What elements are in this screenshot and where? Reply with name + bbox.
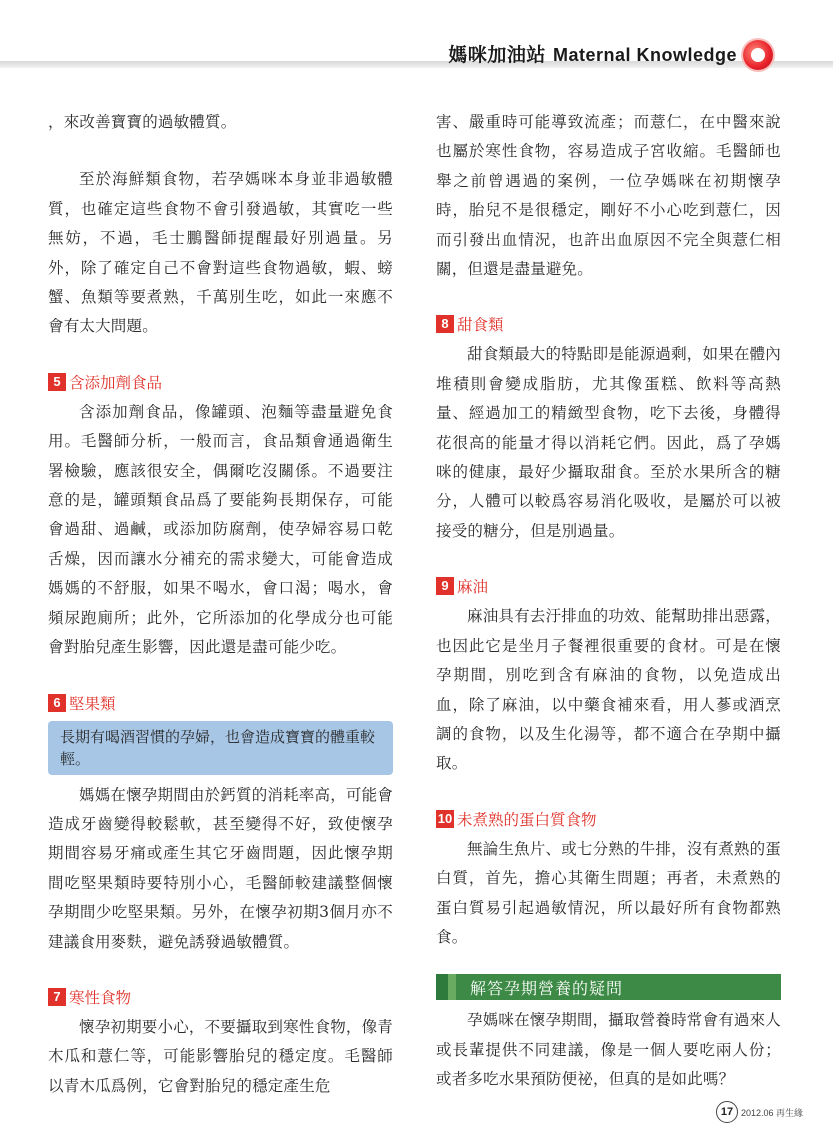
page-number: 17 xyxy=(716,1101,738,1123)
callout-box: 長期有喝酒習慣的孕婦，也會造成寶寶的體重較輕。 xyxy=(48,721,393,775)
paragraph: 孕媽咪在懷孕期間，攝取營養時常會有過來人或長輩提供不同建議，像是一個人要吃兩人份；或者多吃水果預防便祕，但真的是如此嗎？ xyxy=(436,1011,782,1089)
section-title: 含添加劑食品 xyxy=(69,373,163,392)
section-heading-7 xyxy=(48,985,393,1009)
section-heading-9 xyxy=(436,574,781,598)
section-banner: 解答孕期營養的疑問 xyxy=(436,974,781,1000)
paragraph: 含添加劑食品，像罐頭、泡麵等盡量避免食用。毛醫師分析，一般而言，食品類會通過衛生署檢驗，應該很安全，偶爾吃沒關係。不過要注意的是，罐頭類食品爲了要能夠長期保存，可能會過甜、過鹹，或添加防腐劑，使孕婦容易口乾舌燥，因而讓水分補充的需求變大，可能會造成媽媽的不舒服，如果不喝水，會口渴；喝水，會頻尿跑廁所；此外，它所添加的化學成分也可能會對胎兒產生影響，因此還是盡可能少吃。 xyxy=(48,402,393,657)
left-column xyxy=(48,108,393,1101)
section-title: 甜食類 xyxy=(457,316,504,335)
section-title: 堅果類 xyxy=(69,694,116,713)
section-heading-5 xyxy=(48,370,393,394)
section-number: 6 xyxy=(48,694,66,712)
paragraph: 害、嚴重時可能導致流產；而薏仁，在中醫來說也屬於寒性食物，容易造成子宮收縮。毛醫師也舉之前曾遇過的案例，一位孕媽咪在初期懷孕時，胎兒不是很穩定，剛好不小心吃到薏仁，因而引發出血情況，也許出血原因不完全與薏仁相關，但還是盡量避免。 xyxy=(436,113,781,279)
section-heading-6 xyxy=(48,691,393,715)
header-title-zh: 媽咪加油站 xyxy=(448,44,546,66)
paragraph: 無論生魚片、或七分熟的牛排，沒有煮熟的蛋白質，首先，擔心其衛生問題；再者，未煮熟的蛋白質易引起過敏情況，所以最好所有食物都熟食。 xyxy=(436,839,782,946)
header-logo-icon xyxy=(743,40,773,70)
section-title: 寒性食物 xyxy=(69,988,132,1007)
section-number: 5 xyxy=(48,373,66,391)
paragraph: 媽媽在懷孕期間由於鈣質的消耗率高，可能會造成牙齒變得較鬆軟，甚至變得不好，致使懷孕期間容易牙痛或產生其它牙齒問題，因此懷孕期間吃堅果類時要特別小心，毛醫師較建議整個懷孕期間少吃堅果類。另外，在懷孕初期3個月亦不建議食用麥麩，避免誘發過敏體質。 xyxy=(48,785,394,951)
paragraph: 甜食類最大的特點即是能源過剩，如果在體內堆積則會變成脂肪，尤其像蛋糕、飲料等高熱量、經過加工的精緻型食物，吃下去後，身體得花很高的能量才得以消耗它們。因此，爲了孕媽咪的健康，最好少攝取甜食。至於水果所含的糖分，人體可以較爲容易消化吸收，是屬於可以被接受的糖分，但是別過量。 xyxy=(436,345,782,540)
section-title: 未煮熟的蛋白質食物 xyxy=(457,810,597,829)
paragraph: 懷孕初期要小心，不要攝取到寒性食物，像青木瓜和薏仁等，可能影響胎兒的穩定度。毛醫師以青木瓜爲例，它會對胎兒的穩定產生危 xyxy=(48,1017,394,1095)
section-number: 10 xyxy=(437,810,453,826)
section-heading-10 xyxy=(436,807,781,831)
section-header xyxy=(448,40,737,67)
section-number: 7 xyxy=(48,988,66,1006)
right-column xyxy=(436,108,781,1095)
paragraph: 麻油具有去汙排血的功效、能幫助排出惡露，也因此它是坐月子餐裡很重要的食材。可是在懷孕期間，別吃到含有麻油的食物，以免造成出血，除了麻油，以中藥食補來看，用人蔘或酒烹調的食物，以及生化湯等，都不適合在孕期中攝取。 xyxy=(436,607,782,773)
section-heading-8 xyxy=(436,312,781,336)
section-number: 9 xyxy=(436,577,454,595)
section-number: 8 xyxy=(436,315,454,333)
section-title: 麻油 xyxy=(457,578,489,597)
page-footer xyxy=(716,1101,803,1123)
paragraph: 至於海鮮類食物，若孕媽咪本身並非過敏體質，也確定這些食物不會引發過敏，其實吃一些無妨，不過，毛士鵬醫師提醒最好別過量。另外，除了確定自己不會對這些食物過敏，蝦、螃蟹、魚類等要煮熟，千萬別生吃，如此一來應不會有太大問題。 xyxy=(48,170,393,336)
paragraph: ，來改善寶寶的過敏體質。 xyxy=(48,113,237,131)
issue-label: 2012.06 再生緣 xyxy=(740,1107,803,1118)
header-title-en: Maternal Knowledge xyxy=(552,45,737,65)
